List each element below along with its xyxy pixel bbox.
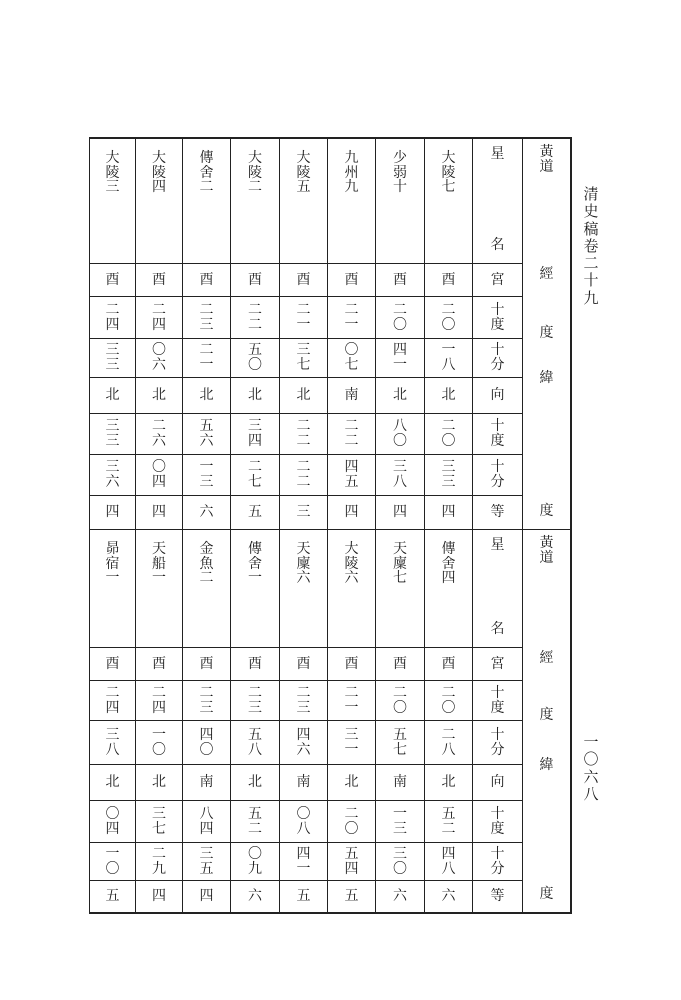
table-border-right — [570, 137, 572, 914]
data-cell: 二 〇 — [393, 684, 407, 716]
header-latitude: 緯 — [539, 757, 554, 773]
data-cell: 三 三 — [105, 342, 120, 373]
star-name: 天 廩 七 — [393, 541, 407, 587]
data-cell: 酉 — [152, 655, 166, 672]
header-longitude-unit: 度 — [539, 707, 554, 723]
data-cell: 六 — [199, 504, 214, 521]
data-cell: 五 〇 — [248, 342, 262, 373]
data-cell: 一 〇 — [105, 845, 120, 877]
data-cell: 二 〇 — [344, 805, 359, 837]
data-cell: 北 — [344, 774, 359, 791]
data-cell: 三 八 — [105, 726, 120, 758]
data-cell: 北 — [105, 774, 120, 791]
star-name: 金 魚 二 — [199, 541, 214, 587]
data-cell: 北 — [441, 774, 456, 791]
data-cell: 〇 四 — [105, 805, 120, 837]
data-cell: 三 六 — [105, 459, 120, 490]
data-cell: 三 七 — [296, 342, 311, 373]
star-name: 昴 宿 一 — [105, 541, 120, 587]
data-cell: 二 二 — [344, 418, 359, 449]
data-cell: 六 — [441, 888, 456, 905]
data-cell: 三 〇 — [393, 845, 407, 877]
data-cell: 酉 — [296, 271, 311, 288]
data-cell: 酉 — [105, 271, 120, 288]
data-cell: 二 〇 — [393, 301, 407, 333]
data-cell: 四 〇 — [199, 726, 214, 758]
data-cell: 北 — [105, 387, 120, 404]
star-name: 大 陵 六 — [344, 541, 359, 587]
data-cell: 二 四 — [152, 684, 166, 716]
data-cell: 北 — [152, 387, 166, 404]
data-cell: 四 — [105, 504, 120, 521]
data-cell: 四 五 — [344, 459, 359, 490]
data-cell: 二 三 — [199, 684, 214, 716]
data-cell: 〇 四 — [152, 459, 166, 490]
star-name: 大 陵 四 — [152, 150, 166, 196]
data-cell: 五 — [248, 504, 262, 521]
data-cell: 一 三 — [199, 459, 214, 490]
data-cell: 四 — [393, 504, 407, 521]
label-cell: 十 度 — [490, 301, 505, 333]
running-title: 清 史 稿 卷 二 十 九 — [583, 185, 599, 307]
header-latitude-unit: 度 — [539, 503, 554, 520]
data-cell: 二 六 — [152, 418, 166, 449]
data-cell: 北 — [296, 387, 311, 404]
star-name: 天 廩 六 — [296, 541, 311, 587]
data-cell: 六 — [248, 888, 262, 905]
data-cell: 酉 — [344, 271, 359, 288]
header-longitude-unit: 度 — [539, 325, 554, 341]
data-cell: 酉 — [441, 655, 456, 672]
data-cell: 二 七 — [248, 459, 262, 490]
data-cell: 二 一 — [344, 301, 359, 333]
data-cell: 北 — [393, 387, 407, 404]
data-cell: 四 六 — [296, 726, 311, 758]
name-label-bottom: 名 — [490, 237, 505, 254]
data-cell: 四 八 — [441, 845, 456, 877]
data-cell: 二 〇 — [441, 684, 456, 716]
label-cell: 向 — [490, 774, 505, 791]
data-cell: 五 二 — [441, 805, 456, 837]
data-cell: 一 八 — [441, 342, 456, 373]
table-border-top — [89, 137, 570, 139]
data-cell: 北 — [248, 774, 262, 791]
data-cell: 五 — [105, 888, 120, 905]
data-cell: 二 四 — [105, 301, 120, 333]
data-cell: 五 八 — [248, 726, 262, 758]
name-label-top: 星 — [490, 146, 505, 162]
data-cell: 二 一 — [344, 684, 359, 716]
data-cell: 三 — [296, 504, 311, 521]
label-cell: 等 — [490, 504, 505, 521]
data-cell: 五 — [344, 888, 359, 905]
data-cell: 三 四 — [248, 418, 262, 449]
label-cell: 宮 — [490, 271, 505, 288]
data-cell: 北 — [199, 387, 214, 404]
label-cell: 等 — [490, 888, 505, 905]
name-label-top: 星 — [490, 537, 505, 553]
data-cell: 二 〇 — [441, 301, 456, 333]
data-cell: 五 — [296, 888, 311, 905]
star-name: 大 陵 五 — [296, 150, 311, 196]
data-cell: 〇 九 — [248, 845, 262, 877]
label-cell: 十 度 — [490, 418, 505, 449]
data-cell: 二 二 — [296, 459, 311, 490]
data-cell: 南 — [344, 387, 359, 404]
data-cell: 三 七 — [152, 805, 166, 837]
data-cell: 二 二 — [296, 418, 311, 449]
data-cell: 南 — [296, 774, 311, 791]
data-cell: 四 一 — [393, 342, 407, 373]
star-name: 大 陵 二 — [248, 150, 262, 196]
data-cell: 二 〇 — [441, 418, 456, 449]
data-cell: 四 — [152, 504, 166, 521]
data-cell: 酉 — [199, 655, 214, 672]
table-border-bottom — [89, 912, 570, 914]
data-cell: 一 〇 — [152, 726, 166, 758]
header-title: 黃 道 — [539, 535, 554, 566]
data-cell: 酉 — [152, 271, 166, 288]
star-name: 天 船 一 — [152, 541, 166, 587]
data-cell: 二 四 — [152, 301, 166, 333]
data-cell: 八 〇 — [393, 418, 407, 449]
data-cell: 酉 — [441, 271, 456, 288]
data-cell: 二 三 — [199, 301, 214, 333]
data-cell: 〇 七 — [344, 342, 359, 373]
data-cell: 四 一 — [296, 845, 311, 877]
star-name: 大 陵 七 — [441, 150, 456, 196]
data-cell: 二 一 — [199, 342, 214, 373]
data-cell: 五 六 — [199, 418, 214, 449]
data-cell: 〇 八 — [296, 805, 311, 837]
data-cell: 八 四 — [199, 805, 214, 837]
data-cell: 酉 — [248, 271, 262, 288]
name-label-bottom: 名 — [490, 621, 505, 638]
header-latitude: 緯 — [539, 370, 554, 386]
data-cell: 四 — [344, 504, 359, 521]
data-cell: 南 — [199, 774, 214, 791]
header-longitude: 經 — [539, 650, 554, 666]
label-cell: 十 度 — [490, 684, 505, 716]
data-cell: 三 八 — [393, 459, 407, 490]
data-cell: 酉 — [296, 655, 311, 672]
data-cell: 酉 — [393, 271, 407, 288]
header-title: 黃 道 — [539, 144, 554, 175]
data-cell: 二 四 — [105, 684, 120, 716]
data-cell: 三 三 — [105, 418, 120, 449]
header-longitude: 經 — [539, 266, 554, 282]
label-cell: 宮 — [490, 655, 505, 672]
label-cell: 十 分 — [490, 845, 505, 877]
data-cell: 三 一 — [344, 726, 359, 758]
data-cell: 北 — [248, 387, 262, 404]
data-cell: 二 三 — [248, 684, 262, 716]
page-number: 一 〇 六 八 — [583, 733, 599, 803]
label-cell: 十 分 — [490, 726, 505, 758]
star-name: 傳 舍 二 — [199, 150, 214, 196]
star-name: 大 陵 三 — [105, 150, 120, 196]
data-cell: 〇 六 — [152, 342, 166, 373]
data-cell: 酉 — [393, 655, 407, 672]
data-cell: 六 — [393, 888, 407, 905]
star-name: 九 州 九 — [344, 150, 359, 196]
data-cell: 酉 — [248, 655, 262, 672]
star-name: 少 弱 十 — [393, 150, 407, 196]
star-name: 傳 舍 四 — [441, 541, 456, 587]
label-cell: 向 — [490, 387, 505, 404]
data-cell: 北 — [441, 387, 456, 404]
label-cell: 十 度 — [490, 805, 505, 837]
data-cell: 酉 — [344, 655, 359, 672]
data-cell: 三 三 — [441, 459, 456, 490]
header-latitude-unit: 度 — [539, 886, 554, 903]
data-cell: 五 二 — [248, 805, 262, 837]
data-cell: 北 — [152, 774, 166, 791]
section-divider — [89, 529, 570, 530]
star-name: 傳 舍 一 — [248, 541, 262, 587]
data-cell: 南 — [393, 774, 407, 791]
data-cell: 二 九 — [152, 845, 166, 877]
label-cell: 十 分 — [490, 459, 505, 490]
data-cell: 二 二 — [248, 301, 262, 333]
data-cell: 四 — [441, 504, 456, 521]
data-cell: 酉 — [105, 655, 120, 672]
data-cell: 五 七 — [393, 726, 407, 758]
data-cell: 二 一 — [296, 301, 311, 333]
data-cell: 四 — [199, 888, 214, 905]
data-cell: 酉 — [199, 271, 214, 288]
data-cell: 二 八 — [441, 726, 456, 758]
data-cell: 四 — [152, 888, 166, 905]
data-cell: 五 四 — [344, 845, 359, 877]
data-cell: 一 三 — [393, 805, 407, 837]
data-cell: 三 五 — [199, 845, 214, 877]
data-cell: 二 三 — [296, 684, 311, 716]
label-cell: 十 分 — [490, 342, 505, 373]
